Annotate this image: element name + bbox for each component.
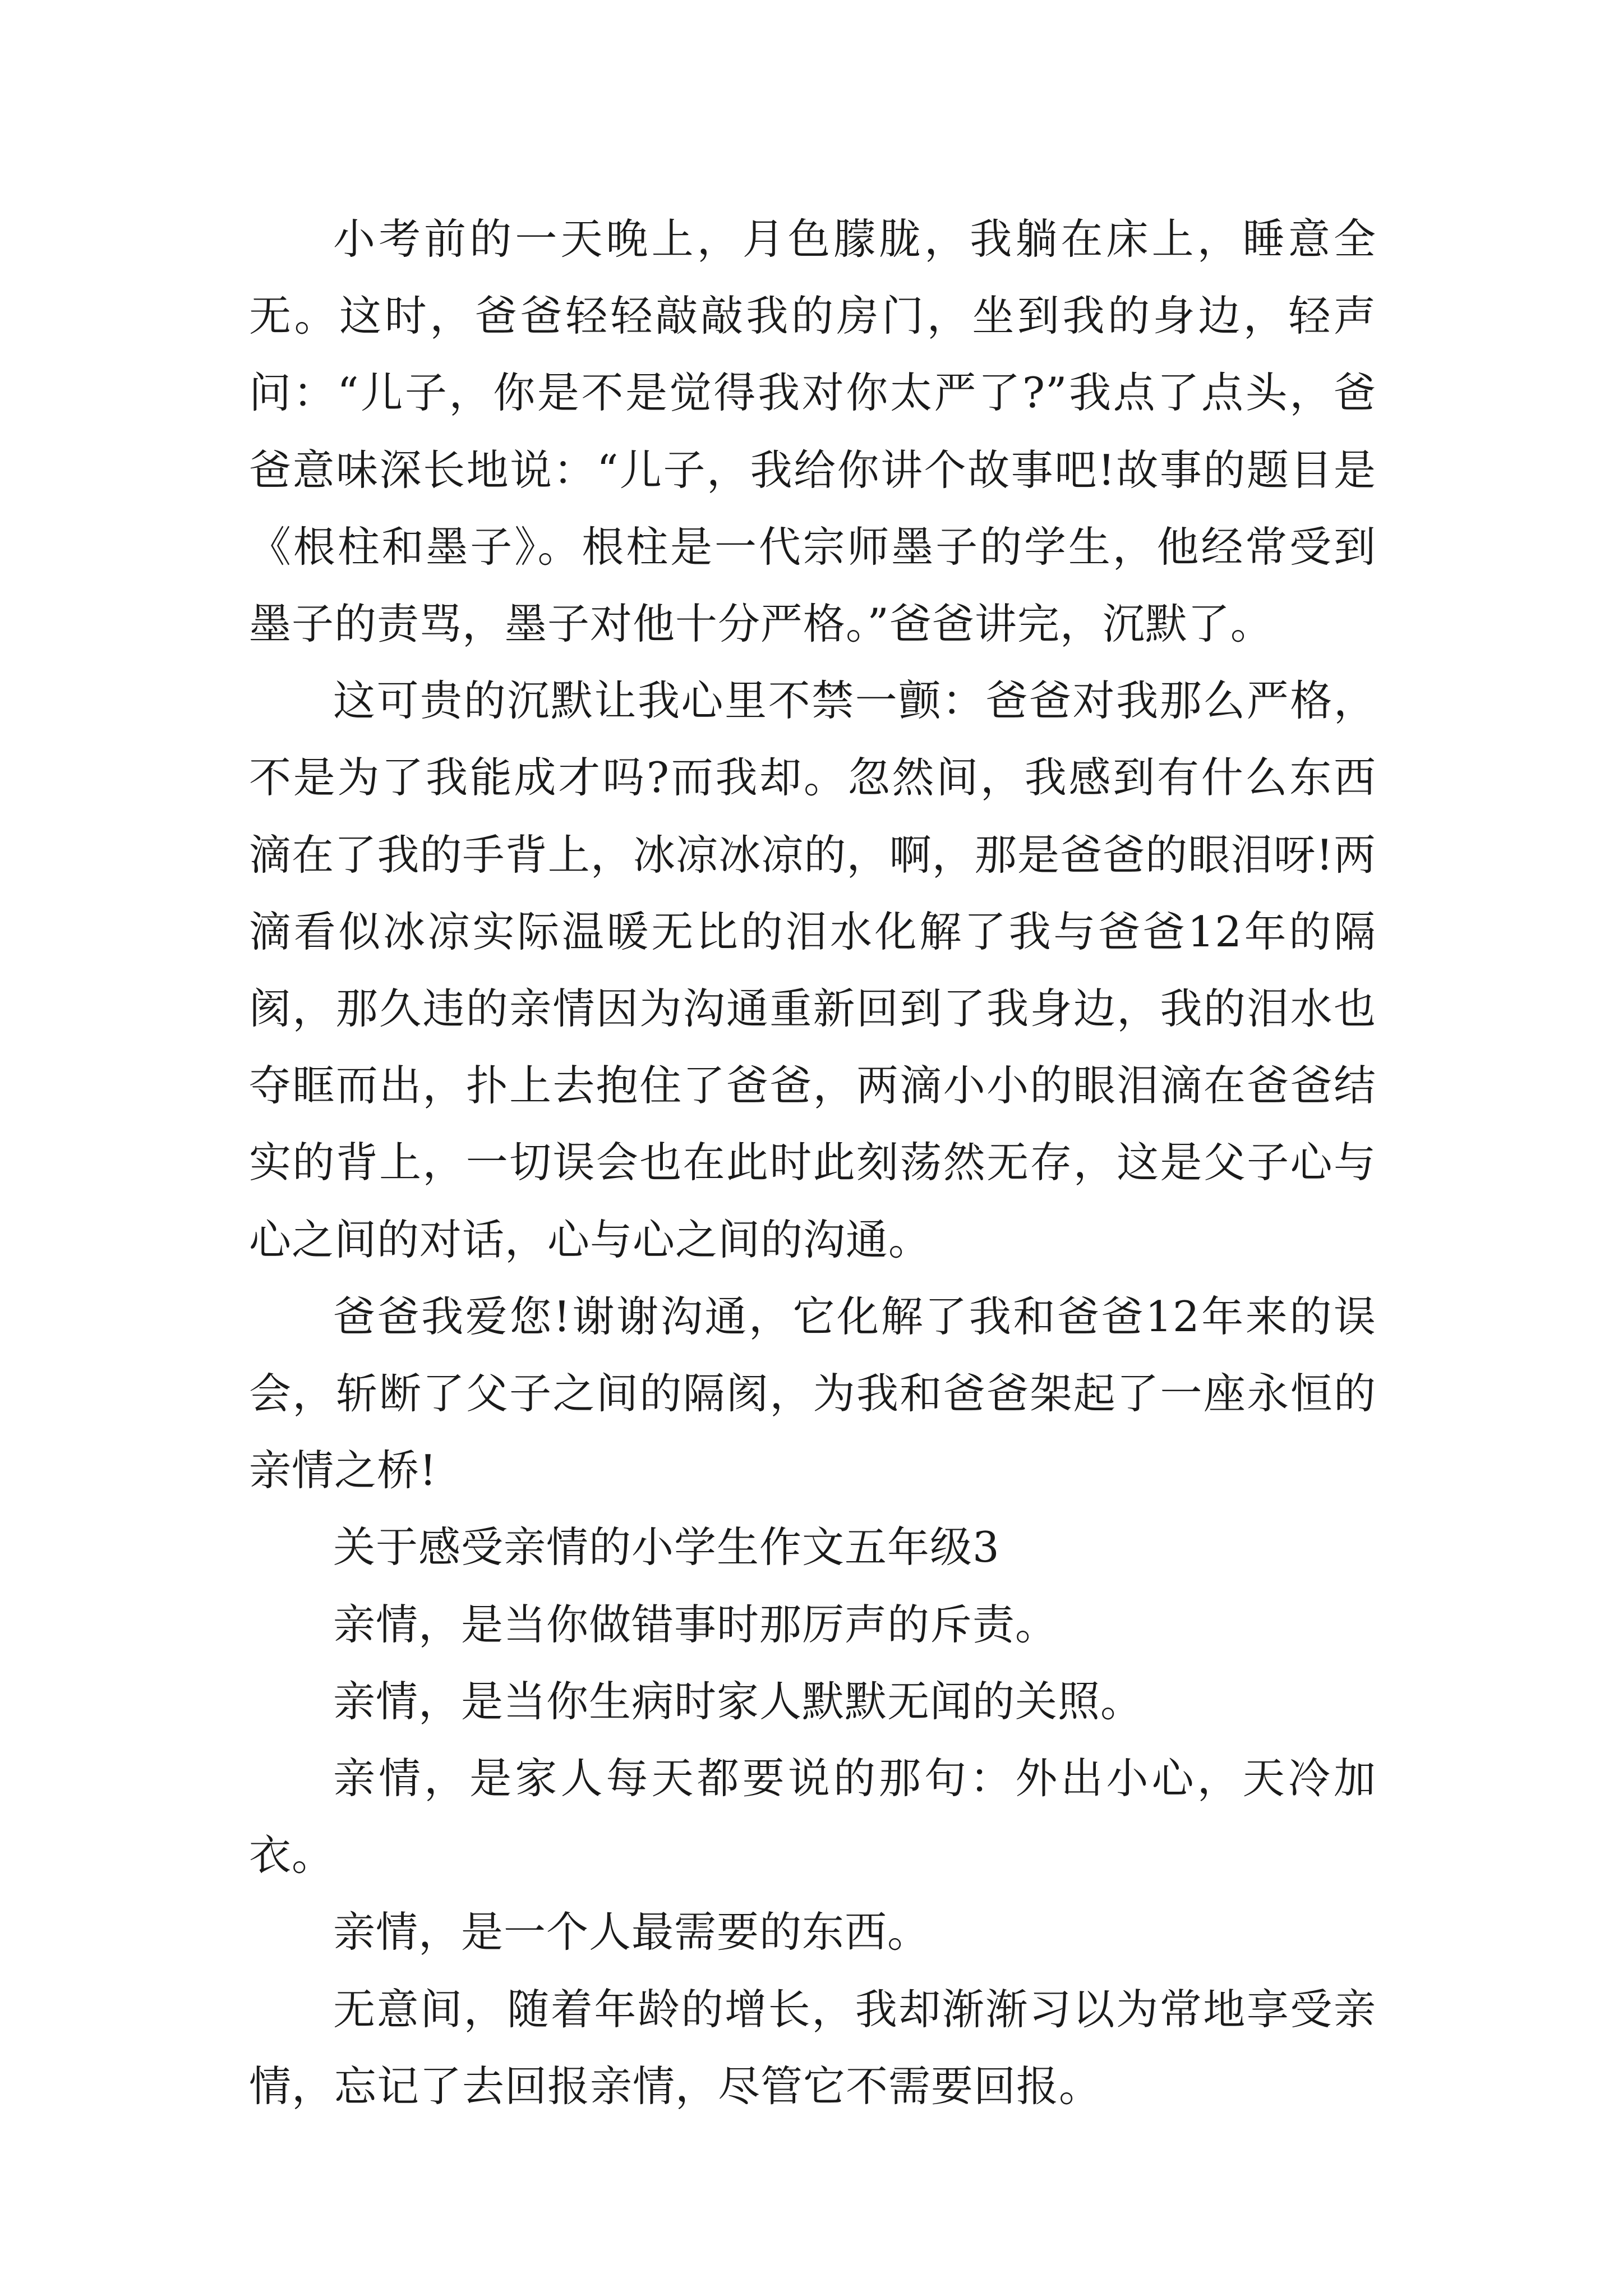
paragraph-family-3: 亲情，是家人每天都要说的那句：外出小心，天冷加衣。: [249, 1754, 1376, 1880]
document-body: [249, 201, 1376, 2125]
paragraph-night-talk: 小考前的一天晚上，月色朦胧，我躺在床上，睡意全无。这时，爸爸轻轻敲敲我的房门，坐到我的身边，轻声问：“儿子，你是不是觉得我对你太严了?”我点了点头，爸爸意味深长地说：“儿子，我给你讲个故事吧!故事的题目是《根柱和墨子》。根柱是一代宗师墨子的学生，他经常受到墨子的责骂，墨子对他十分严格。”爸爸讲完，沉默了。: [249, 214, 1376, 649]
paragraph-thanks: 爸爸我爱您!谢谢沟通，它化解了我和爸爸12年来的误会，斩断了父子之间的隔阂，为我和爸爸架起了一座永恒的亲情之桥!: [249, 1291, 1376, 1496]
paragraph-unnoticed: 无意间，随着年龄的增长，我却渐渐习以为常地享受亲情，忘记了去回报亲情，尽管它不需要回报。: [249, 1984, 1376, 2111]
paragraph-silence: 这可贵的沉默让我心里不禁一颤：爸爸对我那么严格，不是为了我能成才吗?而我却。忽然间，我感到有什么东西滴在了我的手背上，冰凉冰凉的，啊，那是爸爸的眼泪呀!两滴看似冰凉实际温暖无比的泪水化解了我与爸爸12年的隔阂，那久违的亲情因为沟通重新回到了我身边，我的泪水也夺眶而出，扑上去抱住了爸爸，两滴小小的眼泪滴在爸爸结实的背上，一切误会也在此时此刻荡然无存，这是父子心与心之间的对话，心与心之间的沟通。: [249, 676, 1376, 1264]
paragraph-family-1: 亲情，是当你做错事时那厉声的斥责。: [333, 1599, 1058, 1649]
paragraph-family-4: 亲情，是一个人最需要的东西。: [333, 1907, 930, 1957]
paragraph-family-2: 亲情，是当你生病时家人默默无闻的关照。: [333, 1676, 1144, 1726]
section-heading: 关于感受亲情的小学生作文五年级3: [333, 1522, 1000, 1572]
